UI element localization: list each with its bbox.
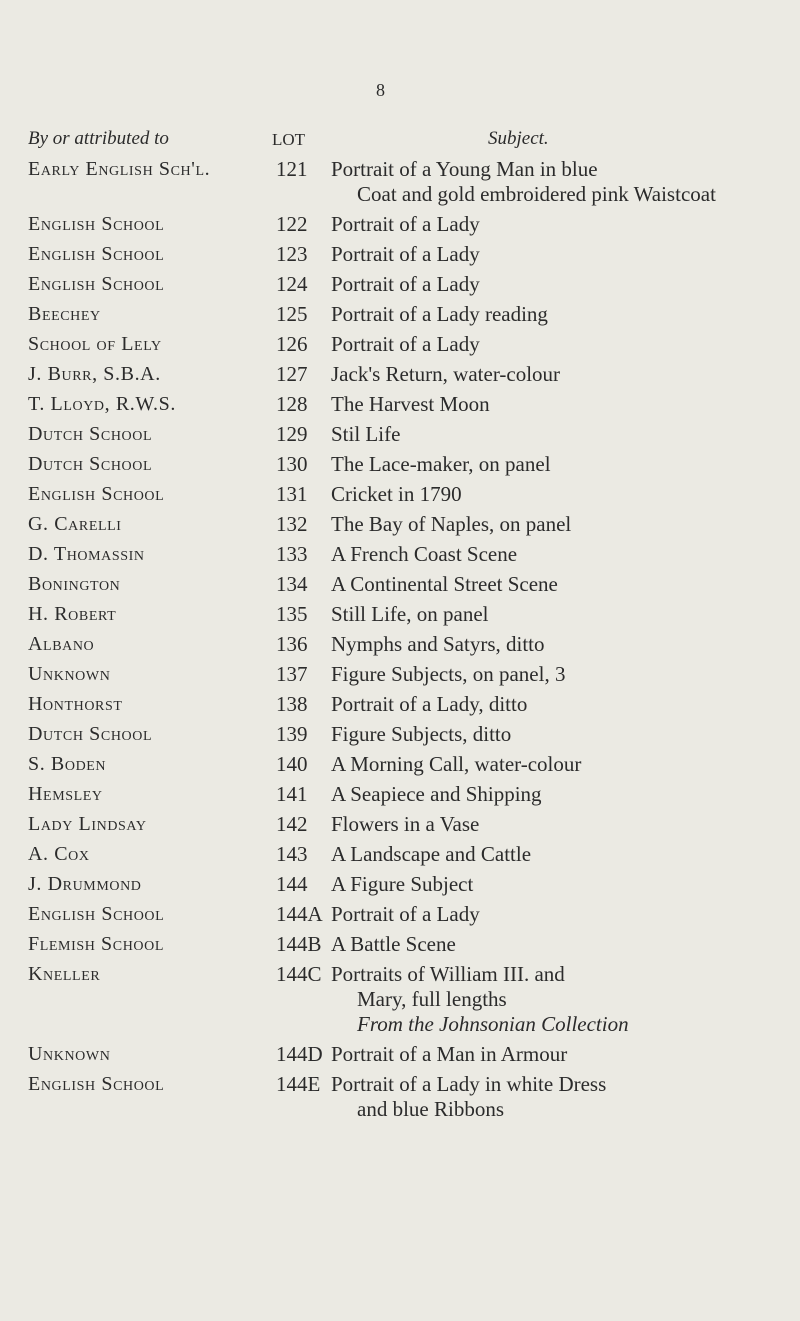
subject-text	[331, 209, 781, 239]
subject-title: Portrait of a Lady	[331, 332, 480, 356]
lot-number: 144E	[276, 1072, 321, 1096]
artist-name: Kneller	[28, 963, 101, 985]
lot-number: 133	[276, 542, 308, 566]
subject-text	[331, 899, 781, 929]
lot-number: 142	[276, 812, 308, 836]
lot-number: 129	[276, 422, 308, 446]
lot-number: 131	[276, 482, 308, 506]
lot-number: 144	[276, 872, 308, 896]
lot-number: 127	[276, 362, 308, 386]
catalogue-entry	[0, 1069, 800, 1124]
subject-title: Portrait of a Lady	[331, 212, 480, 236]
catalogue-entry	[0, 929, 800, 959]
catalogue-entry	[0, 629, 800, 659]
subject-text	[331, 239, 781, 269]
subject-text	[331, 839, 781, 869]
artist-name: Bonington	[28, 573, 121, 595]
lot-number: 128	[276, 392, 308, 416]
lot-number: 121	[276, 157, 308, 181]
artist-name: Honthorst	[28, 693, 123, 715]
lot-number: 130	[276, 452, 308, 476]
subject-title: Portrait of a Lady	[331, 272, 480, 296]
subject-text	[331, 539, 781, 569]
artist-name: English School	[28, 213, 165, 235]
catalogue-entry	[0, 419, 800, 449]
subject-text	[331, 869, 781, 899]
subject-title: Figure Subjects, on panel, 3	[331, 662, 566, 686]
subject-text	[331, 929, 781, 959]
subject-title: A French Coast Scene	[331, 542, 518, 566]
catalogue-entry	[0, 599, 800, 629]
catalogue-entry	[0, 539, 800, 569]
artist-name: J. Drummond	[28, 873, 142, 895]
artist-name: A. Cox	[28, 843, 90, 865]
subject-column-header: Subject.	[488, 128, 549, 149]
subject-text	[331, 1039, 781, 1069]
catalogue-entry	[0, 749, 800, 779]
lot-number: 123	[276, 242, 308, 266]
catalogue-entry	[0, 479, 800, 509]
artist-name: H. Robert	[28, 603, 117, 625]
subject-text	[331, 689, 781, 719]
lot-number: 137	[276, 662, 308, 686]
catalogue-entry	[0, 1039, 800, 1069]
subject-text	[331, 809, 781, 839]
lot-number: 125	[276, 302, 308, 326]
artist-name: English School	[28, 273, 165, 295]
subject-title: A Seapiece and Shipping	[331, 782, 542, 806]
subject-text	[331, 719, 781, 749]
subject-title: Flowers in a Vase	[331, 812, 480, 836]
subject-text	[331, 389, 781, 419]
artist-name: Dutch School	[28, 423, 153, 445]
catalogue-entry	[0, 809, 800, 839]
lot-number: 143	[276, 842, 308, 866]
subject-title: The Lace-maker, on panel	[331, 452, 551, 476]
subject-text	[331, 959, 781, 1039]
artist-name: Dutch School	[28, 723, 153, 745]
artist-name: T. Lloyd, R.W.S.	[28, 393, 176, 415]
subject-title: Portrait of a Lady	[331, 242, 480, 266]
lot-number: 138	[276, 692, 308, 716]
lot-number: 141	[276, 782, 308, 806]
subject-text	[331, 629, 781, 659]
subject-title: Still Life, on panel	[331, 602, 489, 626]
subject-title: Nymphs and Satyrs, ditto	[331, 632, 545, 656]
catalogue-entry	[0, 839, 800, 869]
subject-text	[331, 1069, 781, 1124]
catalogue-entry	[0, 779, 800, 809]
subject-title: Jack's Return, water-colour	[331, 362, 561, 386]
subject-title: Portrait of a Lady reading	[331, 302, 548, 326]
subject-title: The Bay of Naples, on panel	[331, 512, 572, 536]
artist-name: S. Boden	[28, 753, 107, 775]
subject-text	[331, 659, 781, 689]
subject-title: A Battle Scene	[331, 932, 456, 956]
lot-number: 144A	[276, 902, 323, 926]
subject-title: Portrait of a Man in Armour	[331, 1042, 568, 1066]
subject-text	[331, 509, 781, 539]
subject-continuation: and blue Ribbons	[357, 1097, 504, 1121]
catalogue-entry	[0, 269, 800, 299]
artist-name: Dutch School	[28, 453, 153, 475]
subject-continuation: Coat and gold embroidered pink Waistcoat	[357, 182, 716, 206]
provenance-note: From the Johnsonian Collection	[357, 1012, 629, 1036]
subject-title: Portrait of a Lady in white Dress	[331, 1072, 607, 1096]
subject-title: Portrait of a Young Man in blue	[331, 157, 598, 181]
artist-name: Hemsley	[28, 783, 103, 805]
artist-name: D. Thomassin	[28, 543, 145, 565]
lot-number: 132	[276, 512, 308, 536]
artist-name: English School	[28, 243, 165, 265]
catalogue-entry	[0, 719, 800, 749]
catalogue-entry	[0, 154, 800, 209]
artist-name: School of Lely	[28, 333, 162, 355]
subject-text	[331, 779, 781, 809]
catalogue-entry	[0, 659, 800, 689]
artist-name: English School	[28, 483, 165, 505]
lot-number: 144C	[276, 962, 322, 986]
catalogue-entry	[0, 209, 800, 239]
lot-column-header: LOT	[272, 130, 306, 149]
catalogue-entry	[0, 389, 800, 419]
subject-title: Portrait of a Lady, ditto	[331, 692, 528, 716]
subject-text	[331, 479, 781, 509]
artist-name: Lady Lindsay	[28, 813, 147, 835]
subject-text	[331, 299, 781, 329]
subject-title: The Harvest Moon	[331, 392, 490, 416]
catalogue-entry	[0, 959, 800, 1039]
subject-text	[331, 419, 781, 449]
catalogue-entry	[0, 329, 800, 359]
lot-number: 134	[276, 572, 308, 596]
artist-name: G. Carelli	[28, 513, 122, 535]
subject-text	[331, 569, 781, 599]
subject-title: Figure Subjects, ditto	[331, 722, 512, 746]
lot-number: 139	[276, 722, 308, 746]
subject-title: A Landscape and Cattle	[331, 842, 532, 866]
page-number: 8	[376, 80, 385, 100]
catalogue-entry	[0, 569, 800, 599]
artist-name: Albano	[28, 633, 95, 655]
artist-name: J. Burr, S.B.A.	[28, 363, 161, 385]
artist-column-header: By or attributed to	[28, 128, 169, 149]
artist-name: Flemish School	[28, 933, 164, 955]
lot-number: 122	[276, 212, 308, 236]
catalogue-entry	[0, 299, 800, 329]
artist-name: Unknown	[28, 663, 111, 685]
subject-text	[331, 749, 781, 779]
lot-number: 144D	[276, 1042, 323, 1066]
catalogue-entry	[0, 689, 800, 719]
subject-title: Cricket in 1790	[331, 482, 462, 506]
lot-number: 135	[276, 602, 308, 626]
artist-name: Unknown	[28, 1043, 111, 1065]
artist-name: Beechey	[28, 303, 101, 325]
subject-text	[331, 449, 781, 479]
subject-text	[331, 599, 781, 629]
catalogue-entry	[0, 869, 800, 899]
subject-continuation: Mary, full lengths	[357, 987, 507, 1011]
lot-number: 124	[276, 272, 308, 296]
artist-name: English School	[28, 903, 165, 925]
catalogue-entry	[0, 449, 800, 479]
artist-name: English School	[28, 1073, 165, 1095]
subject-title: Portrait of a Lady	[331, 902, 480, 926]
subject-text	[331, 154, 781, 209]
lot-number: 140	[276, 752, 308, 776]
subject-title: Portraits of William III. and	[331, 962, 565, 986]
catalogue-entry	[0, 359, 800, 389]
lot-number: 136	[276, 632, 308, 656]
artist-name: Early English Sch'l.	[28, 158, 211, 180]
subject-title: A Morning Call, water-colour	[331, 752, 582, 776]
subject-text	[331, 269, 781, 299]
subject-title: A Figure Subject	[331, 872, 474, 896]
subject-title: Stil Life	[331, 422, 401, 446]
catalogue-entry	[0, 239, 800, 269]
subject-title: A Continental Street Scene	[331, 572, 558, 596]
subject-text	[331, 329, 781, 359]
catalogue-entry	[0, 509, 800, 539]
lot-number: 144B	[276, 932, 322, 956]
catalogue-list	[0, 154, 800, 1124]
subject-text	[331, 359, 781, 389]
catalogue-entry	[0, 899, 800, 929]
lot-number: 126	[276, 332, 308, 356]
